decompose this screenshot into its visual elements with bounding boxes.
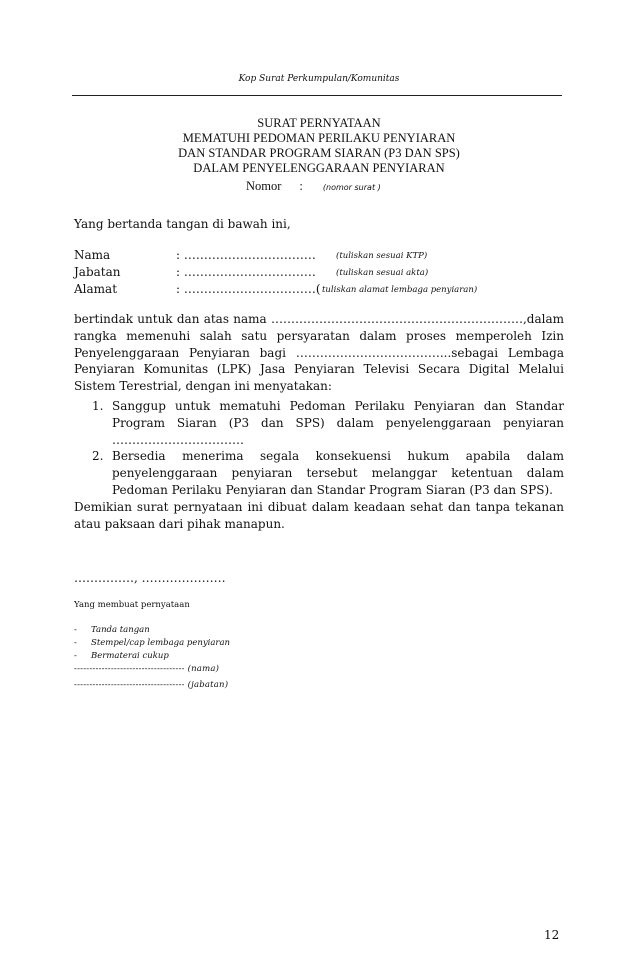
field-label: Nama xyxy=(74,248,111,262)
page-number: 12 xyxy=(544,928,560,942)
list-number: 2. xyxy=(92,449,104,464)
document-title xyxy=(0,116,638,176)
title-line: SURAT PERNYATAAN xyxy=(257,116,381,130)
title-line: DALAM PENYELENGGARAAN PENYIARAN xyxy=(193,161,445,175)
body-paragraph: bertindak untuk dan atas nama ………………………………………………………,dalam rangka memenuhi salah satu persyaratan dalam proses memperoleh Izin Penyelenggaraan Penyiaran bagi ………………………………...sebagai Lembaga Penyiaran Komunitas (LPK) Jasa Penyiaran Televisi Secara Digital Melalui Sistem Terestrial, dengan ini menyatakan: xyxy=(74,312,564,394)
nomor-label: Nomor xyxy=(246,179,282,193)
field-blank: : …………………………… xyxy=(176,265,316,279)
position-dashes: ------------------------------------ xyxy=(74,680,185,690)
name-dashes: ------------------------------------ xyxy=(74,664,185,674)
position-label: (jabatan) xyxy=(187,680,229,690)
list-text: Bersedia menerima segala konsekuensi hukum apabila dalam penyelenggaraan penyiaran tersebut melanggar ketentuan dalam Pedoman Perilaku Penyiaran dan Standar Program Siaran (P3 dan SPS). xyxy=(112,449,564,497)
signature-item-text: Tanda tangan xyxy=(91,625,150,635)
field-note: (tuliskan sesuai KTP) xyxy=(336,251,428,261)
letterhead-placeholder: Kop Surat Perkumpulan/Komunitas xyxy=(238,74,400,84)
field-blank: : …………………………… xyxy=(176,248,316,262)
field-note: (tuliskan sesuai akta) xyxy=(336,268,429,278)
title-line: DAN STANDAR PROGRAM SIARAN (P3 DAN SPS) xyxy=(178,146,460,160)
signature-item-text: Bermaterai cukup xyxy=(91,651,169,661)
signature-item xyxy=(74,651,169,661)
nomor-placeholder: (nomor surat ) xyxy=(322,183,381,192)
statement-list xyxy=(92,398,564,499)
name-label: (nama) xyxy=(187,664,220,674)
field-blank: : ……………………………( xyxy=(176,282,321,296)
list-item xyxy=(92,448,564,498)
bullet-dash: - xyxy=(74,625,77,635)
list-text: Sanggup untuk mematuhi Pedoman Perilaku Penyiaran dan Standar Program Siaran (P3 dan SPS) dalam penyelenggaraan penyiaran …………………………… xyxy=(112,399,564,447)
field-note: tuliskan alamat lembaga penyiaran) xyxy=(322,285,478,295)
field-label: Jabatan xyxy=(74,265,121,279)
signature-item xyxy=(74,638,230,648)
field-label: Alamat xyxy=(74,282,118,296)
position-line xyxy=(74,680,228,690)
signature-item-text: Stempel/cap lembaga penyiaran xyxy=(91,638,231,648)
bullet-dash: - xyxy=(74,651,77,661)
place-date: ……………, ………………… xyxy=(74,571,226,585)
signature-item xyxy=(74,625,150,635)
intro-text: Yang bertanda tangan di bawah ini, xyxy=(74,217,291,231)
name-line xyxy=(74,664,219,674)
bullet-dash: - xyxy=(74,638,77,648)
list-number: 1. xyxy=(92,399,104,413)
letter-number xyxy=(246,179,381,194)
nomor-colon: : xyxy=(299,179,303,193)
letterhead-divider xyxy=(72,95,562,96)
signer-label: Yang membuat pernyataan xyxy=(74,600,190,610)
list-item xyxy=(92,398,564,448)
title-line: MEMATUHI PEDOMAN PERILAKU PENYIARAN xyxy=(182,131,456,145)
closing-paragraph: Demikian surat pernyataan ini dibuat dalam keadaan sehat dan tanpa tekanan atau paksaan dari pihak manapun. xyxy=(74,500,564,531)
